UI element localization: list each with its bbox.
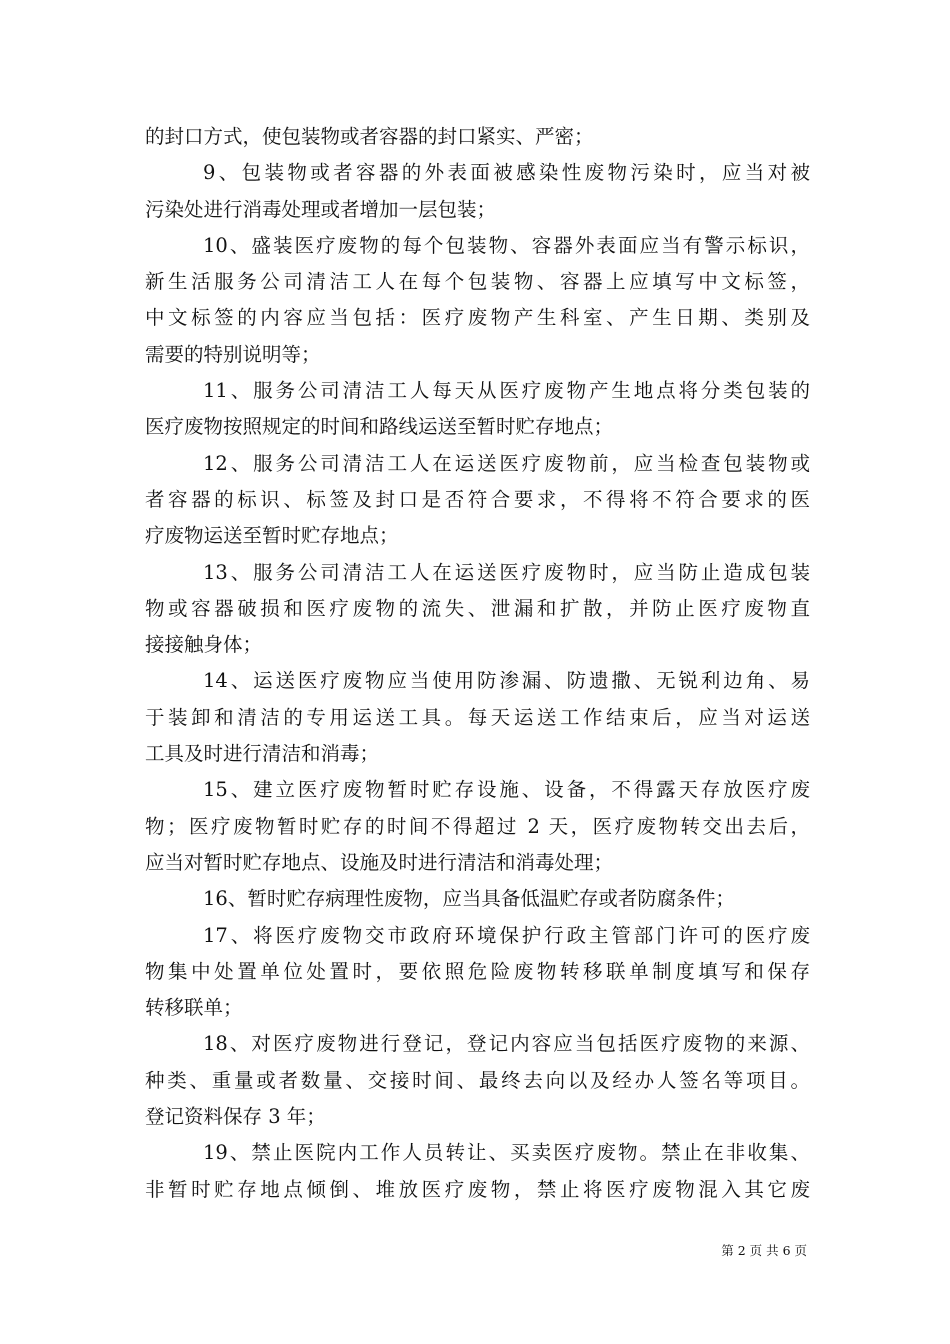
text-line: 登记资料保存 3 年；: [145, 1105, 326, 1129]
text-line: 15、建立医疗废物暂时贮存设施、设备，不得露天存放医疗废: [203, 778, 810, 802]
page-number: 第 2 页 共 6 页: [721, 1243, 807, 1258]
text-line: 12、服务公司清洁工人在运送医疗废物前，应当检查包装物或: [203, 451, 810, 475]
text-line: 接接触身体；: [145, 633, 263, 657]
text-line: 工具及时进行清洁和消毒；: [145, 742, 380, 766]
text-line: 19、禁止医院内工作人员转让、买卖医疗废物。禁止在非收集、: [203, 1141, 810, 1165]
text-line: 中文标签的内容应当包括：医疗废物产生科室、产生日期、类别及: [145, 306, 810, 330]
text-line: 的封口方式，使包装物或者容器的封口紧实、严密；: [145, 125, 594, 148]
text-line: 于装卸和清洁的专用运送工具。每天运送工作结束后，应当对运送: [145, 705, 810, 729]
text-line: 10、盛装医疗废物的每个包装物、容器外表面应当有警示标识，: [203, 233, 810, 257]
text-line: 物；医疗废物暂时贮存的时间不得超过 2 天，医疗废物转交出去后，: [145, 814, 810, 838]
text-line: 物集中处置单位处置时，要依照危险废物转移联单制度填写和保存: [145, 959, 810, 983]
text-line: 转移联单；: [145, 996, 243, 1020]
text-line: 种类、重量或者数量、交接时间、最终去向以及经办人签名等项目。: [145, 1068, 810, 1092]
text-line: 16、暂时贮存病理性废物，应当具备低温贮存或者防腐条件；: [203, 887, 735, 911]
text-line: 14、运送医疗废物应当使用防渗漏、防遗撒、无锐利边角、易: [203, 669, 810, 693]
text-line: 18、对医疗废物进行登记，登记内容应当包括医疗废物的来源、: [203, 1032, 810, 1056]
text-line: 11、服务公司清洁工人每天从医疗废物产生地点将分类包装的: [203, 379, 810, 403]
text-line: 者容器的标识、标签及封口是否符合要求，不得将不符合要求的医: [145, 487, 810, 511]
text-line: 物或容器破损和医疗废物的流失、泄漏和扩散，并防止医疗废物直: [145, 596, 810, 620]
text-line: 17、将医疗废物交市政府环境保护行政主管部门许可的医疗废: [203, 923, 810, 947]
text-line: 医疗废物按照规定的时间和路线运送至暂时贮存地点；: [145, 415, 614, 439]
text-line: 13、服务公司清洁工人在运送医疗废物时，应当防止造成包装: [203, 560, 810, 584]
text-line: 污染处进行消毒处理或者增加一层包装；: [145, 197, 497, 221]
text-line: 新生活服务公司清洁工人在每个包装物、容器上应填写中文标签，: [145, 270, 810, 294]
text-line: 应当对暂时贮存地点、设施及时进行清洁和消毒处理；: [145, 850, 614, 874]
text-line: 疗废物运送至暂时贮存地点；: [145, 524, 399, 548]
document-body: [145, 119, 810, 1208]
text-line: 非暂时贮存地点倾倒、堆放医疗废物，禁止将医疗废物混入其它废: [145, 1177, 810, 1201]
text-line: 需要的特别说明等；: [145, 342, 321, 366]
text-line: 9、包装物或者容器的外表面被感染性废物污染时，应当对被: [203, 161, 810, 185]
